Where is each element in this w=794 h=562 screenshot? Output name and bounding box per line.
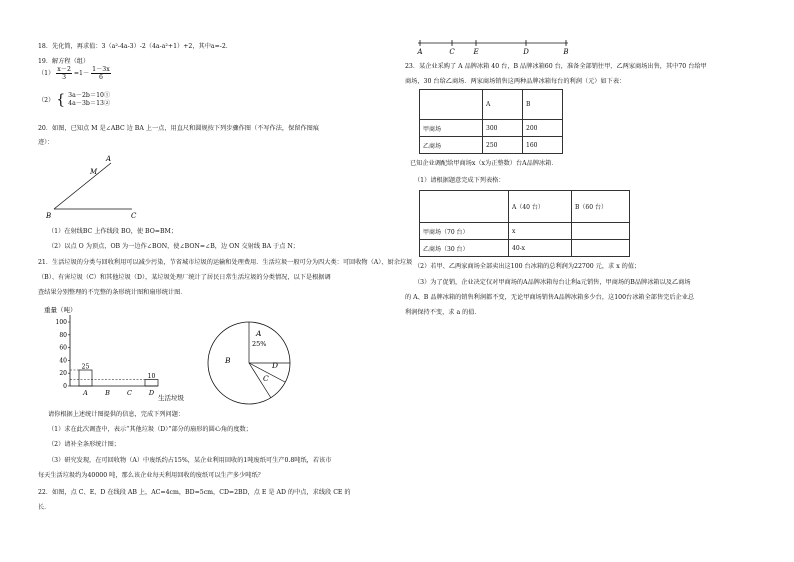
profit-table-corner bbox=[420, 90, 483, 120]
q19-part1: （1） $\frac{x-2}{3}$ =1－ $\frac{1-3x}{6}$ bbox=[38, 66, 110, 81]
brace-icon: { bbox=[56, 91, 66, 108]
label-b: B bbox=[46, 212, 52, 220]
pie-chart bbox=[203, 317, 293, 409]
pie-label-b: B bbox=[225, 356, 231, 365]
pie-annotation: 25% bbox=[252, 340, 267, 348]
segment-label-E: E bbox=[473, 48, 479, 56]
q19-title: 19．解方程（组） bbox=[38, 58, 90, 65]
q20-step1: （1）在射线BC 上作线段 BO，使 BO=BM； bbox=[48, 228, 178, 235]
q23-sub3a: （3）为了促销，企业决定仅对甲商场的A品牌冰箱每台让利a元销售，甲商场的B品牌冰箱以及乙商场 bbox=[414, 279, 691, 286]
bar-data-label: 25 bbox=[81, 363, 90, 371]
allocation-table-header-b: B（60 台） bbox=[572, 191, 630, 223]
allocation-table-corner bbox=[420, 191, 509, 223]
label-c: C bbox=[131, 212, 137, 220]
q21-line1: 21．生活垃圾的分类与回收利用可以减少污染，节省城市垃圾的运输和处理费用．生活垃圾一般可分为四大类：可回收物（A）、厨余垃圾 bbox=[38, 259, 413, 266]
q22-line2: 长． bbox=[38, 504, 51, 511]
q21-after: 请你根据上述统计图提供的信息，完成下列问题： bbox=[48, 411, 185, 418]
label-a: A bbox=[106, 155, 112, 163]
q21-line2: （B）、有害垃圾（C）和其他垃圾（D），某垃圾处理厂统计了居民日常生活垃圾的分类情况，以下是根据调 bbox=[38, 274, 331, 281]
q21-sub3b: 每天生活垃圾约为40000 吨，那么该企业每天利用回收的废纸可以生产多少吨纸？ bbox=[38, 472, 264, 479]
pie-label-c: C bbox=[263, 374, 269, 383]
table-row: 乙商场（30 台） 40-x bbox=[420, 240, 630, 257]
ray-ba bbox=[54, 163, 111, 209]
table-row: 甲商场（70 台） x bbox=[420, 223, 630, 240]
allocation-table-header-a: A（40 台） bbox=[509, 191, 572, 223]
pie-label-d: D bbox=[272, 361, 279, 370]
q18-text: 18．先化简，再求值：3（a²-4a-3）-2（4a-a²+1）+2，其中a=-2． bbox=[38, 43, 232, 50]
y-tick-label: 100 bbox=[55, 319, 67, 326]
q23-line2: 商场，30 台给乙商场．两家商场销售这两种品牌冰箱每台的利润（元）如下表： bbox=[405, 78, 626, 85]
segment-label-C: C bbox=[449, 48, 455, 56]
q23-sub3c: 利润保持不变，求 a 的值． bbox=[405, 309, 481, 316]
angle-figure bbox=[40, 150, 170, 222]
bar-D bbox=[145, 380, 158, 386]
bar-data-label: 10 bbox=[147, 373, 156, 381]
fraction-1: $\frac{x-2}{3}$ bbox=[57, 66, 71, 81]
label-m: M bbox=[90, 168, 98, 176]
q21-sub1: （1）求在此次调查中，表示“其他垃圾（D）”部分的扇形的圆心角的度数； bbox=[48, 426, 252, 433]
bar-chart-xlabel: 生活垃圾 bbox=[158, 394, 184, 402]
allocation-table bbox=[419, 190, 630, 257]
q21-line3: 查结果分别整理的不完整的条形统计图和扇形统计图． bbox=[38, 289, 187, 296]
q20-line1: 20．如图，已知点 M 是∠ABC 边 BA 上一点，用直尺和圆规按下列步骤作图（不写作法，保留作图痕 bbox=[38, 125, 320, 132]
q23-line1: 23．某企业采购了 A 品牌冰箱 40 台，B 品牌冰箱60 台，准备全部销往甲、乙两家商场出售，其中70 台给甲 bbox=[405, 63, 707, 70]
segment-label-D: D bbox=[523, 48, 529, 56]
y-tick-label: 20 bbox=[59, 370, 67, 378]
profit-table-header-a: A bbox=[483, 90, 523, 120]
segment-figure bbox=[412, 34, 582, 56]
x-category-label: B bbox=[105, 389, 110, 397]
q20-step2: （2）以点 O 为顶点，OB 为一边作∠BON，使∠BON=∠B，边 ON 交射线 BA 于点 N； bbox=[48, 243, 299, 250]
q21-sub3a: （3）研究发现，在可回收物（A）中废纸约占15%，某企业利用回收的1吨废纸可生产0.8吨纸，若该市 bbox=[48, 457, 332, 464]
q23-sub2: （2）若甲、乙两家商场全部卖出这100 台冰箱的总利润为22700 元，求 x 的值； bbox=[414, 263, 641, 270]
y-tick-label: 80 bbox=[59, 331, 67, 339]
y-tick-label: 60 bbox=[59, 344, 67, 352]
table-row: 甲商场 300 200 bbox=[420, 120, 563, 137]
bar-A bbox=[79, 370, 92, 386]
pie-label-a: A bbox=[256, 329, 262, 338]
q23-mid1: 已知企业调配给甲商场x（x为正整数）台A品牌冰箱． bbox=[410, 160, 558, 167]
segment-label-B: B bbox=[563, 48, 569, 56]
q23-sub3b: 的 A、B 品牌冰箱的销售利润都不变，无论甲商场销售A品牌冰箱多少台，这100台冰箱全部售完后企业总 bbox=[405, 294, 695, 301]
profit-table bbox=[419, 89, 563, 154]
q19-part2: （2） { 3a－2b＝10① 4a－3b＝13② bbox=[38, 91, 111, 108]
bar-chart-ylabel: 重量（吨） bbox=[44, 306, 77, 314]
x-category-label: D bbox=[148, 389, 155, 397]
q22-line1: 22．如图，点 C、E、D 在线段 AB 上，AC=4cm，BD=5cm，CD=2BD，点 E 是 AD 的中点，求线段 CE 的 bbox=[38, 489, 351, 496]
segment-label-A: A bbox=[417, 48, 423, 56]
q21-sub2: （2）请补全条形统计图； bbox=[48, 441, 120, 448]
fraction-2: $\frac{1-3x}{6}$ bbox=[92, 66, 110, 81]
bar-chart bbox=[30, 303, 205, 403]
y-tick-label: 0 bbox=[63, 383, 67, 390]
q23-mid2: （1）请根据题意完成下列表格： bbox=[414, 177, 505, 184]
x-category-label: A bbox=[83, 389, 88, 397]
x-category-label: C bbox=[127, 389, 132, 397]
q20-line2: 迹）： bbox=[38, 139, 54, 146]
equation-system: 3a－2b＝10① 4a－3b＝13② bbox=[68, 92, 111, 107]
y-tick-label: 40 bbox=[59, 357, 67, 365]
profit-table-header-b: B bbox=[523, 90, 563, 120]
table-row: 乙商场 250 160 bbox=[420, 137, 563, 154]
